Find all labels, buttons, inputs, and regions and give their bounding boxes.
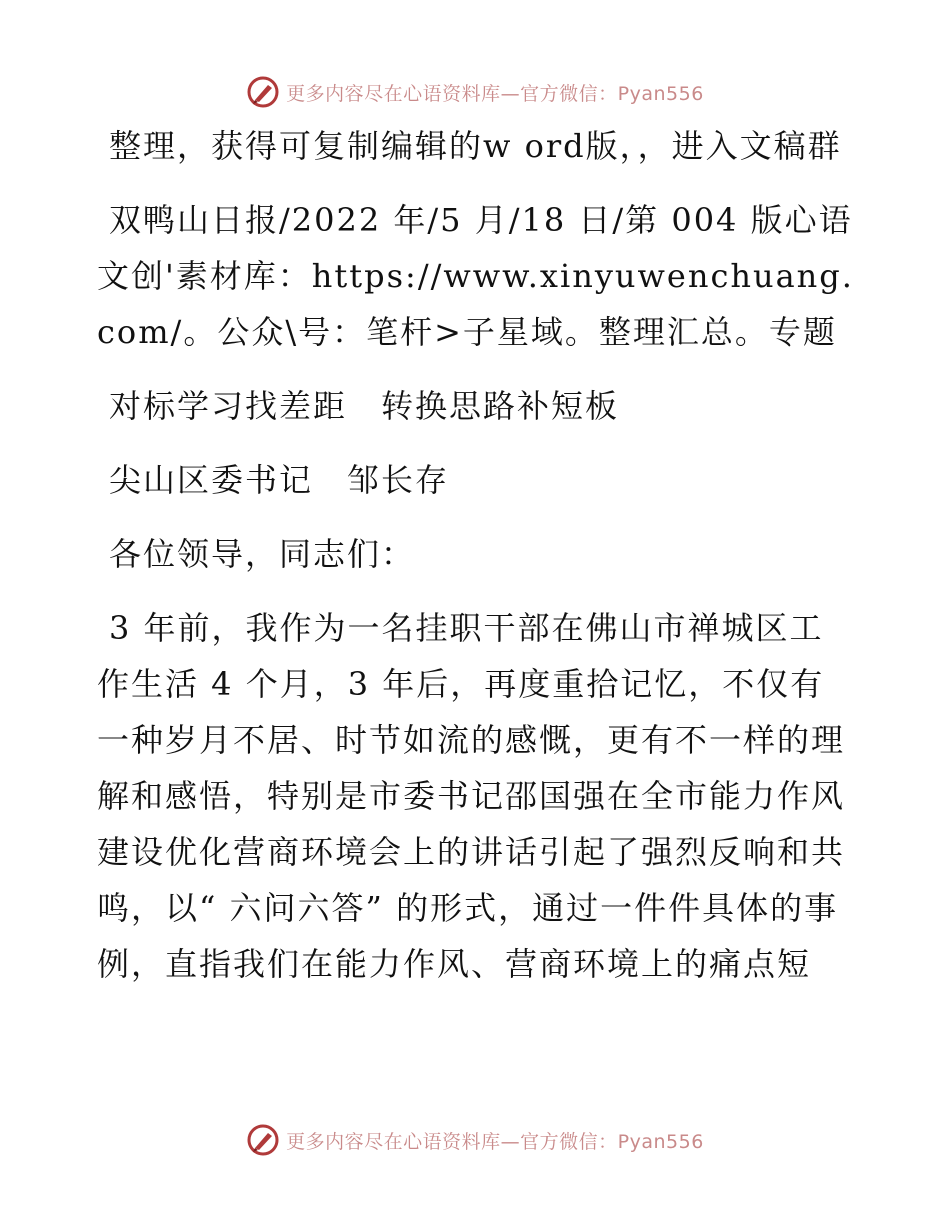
footer-watermark: [0, 1120, 950, 1160]
article-title: 对标学习找差距 转换思路补短板: [109, 387, 620, 425]
paragraph-intro-note: 整理，获得可复制编辑的w ord版，，进入文稿群: [109, 127, 842, 165]
document-body: [97, 118, 857, 992]
watermark-text: 更多内容尽在心语资料库—官方微信：Pyan556: [286, 1130, 704, 1153]
paragraph-body: 3 年前，我作为一名挂职干部在佛山市禅城区工作生活 4 个月，3 年后，再度重拾记忆，不仅有一种岁月不居、时节如流的感慨，更有不一样的理解和感悟，特别是市委书记邵国强在全市能力作风建设优化营商环境会上的讲话引起了强烈反响和共鸣，以“ 六问六答” 的形式，通过一件件具体的事例，直指我们在能力作风、营商环境上的痛点短: [97, 609, 846, 983]
watermark-text: 更多内容尽在心语资料库—官方微信：Pyan556: [286, 82, 704, 105]
paragraph-source-line: 双鸭山日报/2022 年/5 月/18 日/第 004 版心语文创'素材库：https://www.xinyuwenchuang.com/。公众\号：笔杆>子星域。整理汇总。专题: [97, 201, 854, 351]
salutation: 各位领导，同志们：: [109, 535, 416, 573]
pen-seal-icon: [246, 75, 280, 109]
article-author: 尖山区委书记 邹长存: [109, 461, 450, 499]
header-watermark: [0, 72, 950, 112]
pen-seal-icon: [246, 1123, 280, 1157]
